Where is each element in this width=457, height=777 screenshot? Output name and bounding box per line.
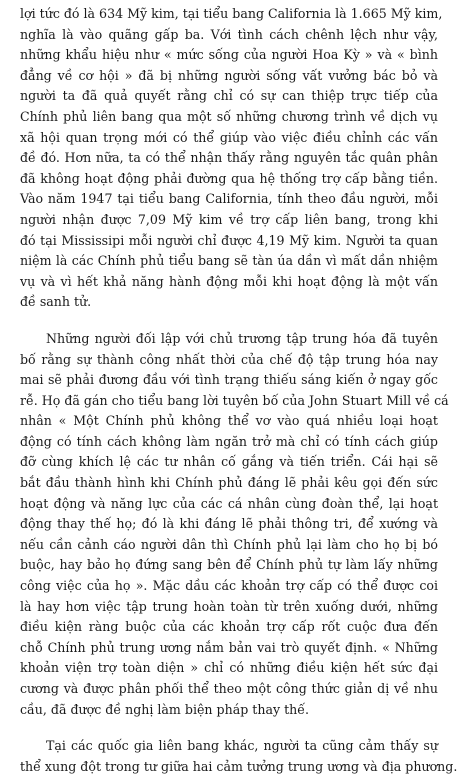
text-line: đề sanh tử. [20,294,92,310]
document-page [20,4,457,774]
text-line: Vào năm 1947 tại tiểu bang California, tính theo đầu người, mỗi [20,191,438,207]
text-line: niệm là các Chính phủ tiểu bang sẽ tàn úa dần vì mất dần nhiệm [20,253,438,269]
paragraph-gap [20,720,438,736]
text-line: Những người đối lập với chủ trương tập trung hóa đã tuyên [46,330,438,346]
text-line: Tại các quốc gia liên bang khác, người ta cũng cảm thấy sự [46,738,438,754]
text-line: là hay hơn việc tập trung hoàn toàn từ trên xuống dưới, những [20,598,438,614]
text-line: khoản viện trợ toàn diện » chỉ có những điều kiện hết sức đại [20,660,438,676]
text-line: rễ. Họ đã gán cho tiểu bang lời tuyên bố của John Stuart Mill về cá [20,392,449,408]
text-line: đẳng về cơ hội » đã bị những người sống vất vưởng bác bỏ và [20,67,438,83]
text-line: nhân « Một Chính phủ không thể vơ vào quá nhiều loại hoạt [20,413,438,429]
text-line: công việc của họ ». Mặc dầu các khoản trợ cấp có thể được coi [20,578,438,594]
text-line: buộc, hay bảo họ đứng sang bên để Chính phủ tự làm lấy những [20,557,438,573]
paragraph-1 [20,4,443,313]
text-line: chỗ Chính phủ trung ương nắm bản vai trò quyết định. « Những [20,639,438,655]
text-line: động thay thế họ; đó là khi đáng lẽ phải thông tri, để xướng và [20,516,438,532]
text-line: hoạt động và năng lực của các cá nhân cùng đoàn thể, lại hoạt [20,495,438,511]
text-line: đã không hoạt động phải đường qua hệ thống trợ cấp bằng tiền. [20,170,438,186]
text-line: người ta đã quả quyết rằng chỉ có sự can thiệp trực tiếp của [20,88,438,104]
text-line: vụ và vì hết khả năng hành động mỗi khi hoạt động là một vấn [20,273,438,289]
text-line: mai sẽ phải đương đầu với tình trạng thiếu sáng kiến ở ngay gốc [20,372,438,388]
text-line: thể xung đột trong tư giữa hai cảm tưởng trung ương và địa phương. [20,758,457,774]
text-line: cương và được phân phối thể theo một công thức giản dị về nhu [20,681,438,696]
text-line: bố rằng sự thành công nhất thời của chế độ tập trung hóa nay [20,351,438,367]
paragraph-gap [20,313,438,329]
text-line: đỡ cùng khích lệ các tư nhân cố gắng và tiến triển. Cái hại sẽ [20,454,438,470]
text-line: những khẩu hiệu như « mức sống của người Hoa Kỳ » và « bình [20,47,438,63]
text-line: xã hội quan trọng mới có thể giúp vào việc điều chỉnh các vấn [20,129,438,145]
text-line: điều kiện ràng buộc của các khoản trợ cấp rốt cuộc đưa đến [20,619,438,635]
text-line: động có tính cách không làm ngăn trở mà chỉ có tính cách giúp [20,433,438,449]
text-line: đó tại Mississipi mỗi người chỉ được 4,19 Mỹ kim. Người ta quan [20,232,438,248]
paragraph-2 [20,329,449,720]
text-line: cầu, đã được đề nghị làm biện pháp thay thế. [20,701,310,717]
text-line: đề đó. Hơn nữa, ta có thể nhận thấy rằng nguyên tắc quân phân [20,150,438,166]
text-line: nghĩa là vào quãng gấp ba. Với tình cách chênh lệch như vậy, [20,26,438,42]
text-line: người nhận được 7,09 Mỹ kim về trợ cấp liên bang, trong khi [20,211,438,227]
paragraph-3 [20,736,457,777]
text-line: bắt đầu thành hình khi Chính phủ đáng lẽ phải kêu gọi đến sức [20,475,438,491]
text-line: Chính phủ liên bang qua một số những chương trình về dịch vụ [20,108,438,124]
text-line: lợi tức đó là 634 Mỹ kim, tại tiểu bang California là 1.665 Mỹ kim, [20,6,443,21]
text-line: nếu cần cảnh cáo người dân thì Chính phủ lại làm cho họ bị bó [20,536,438,552]
